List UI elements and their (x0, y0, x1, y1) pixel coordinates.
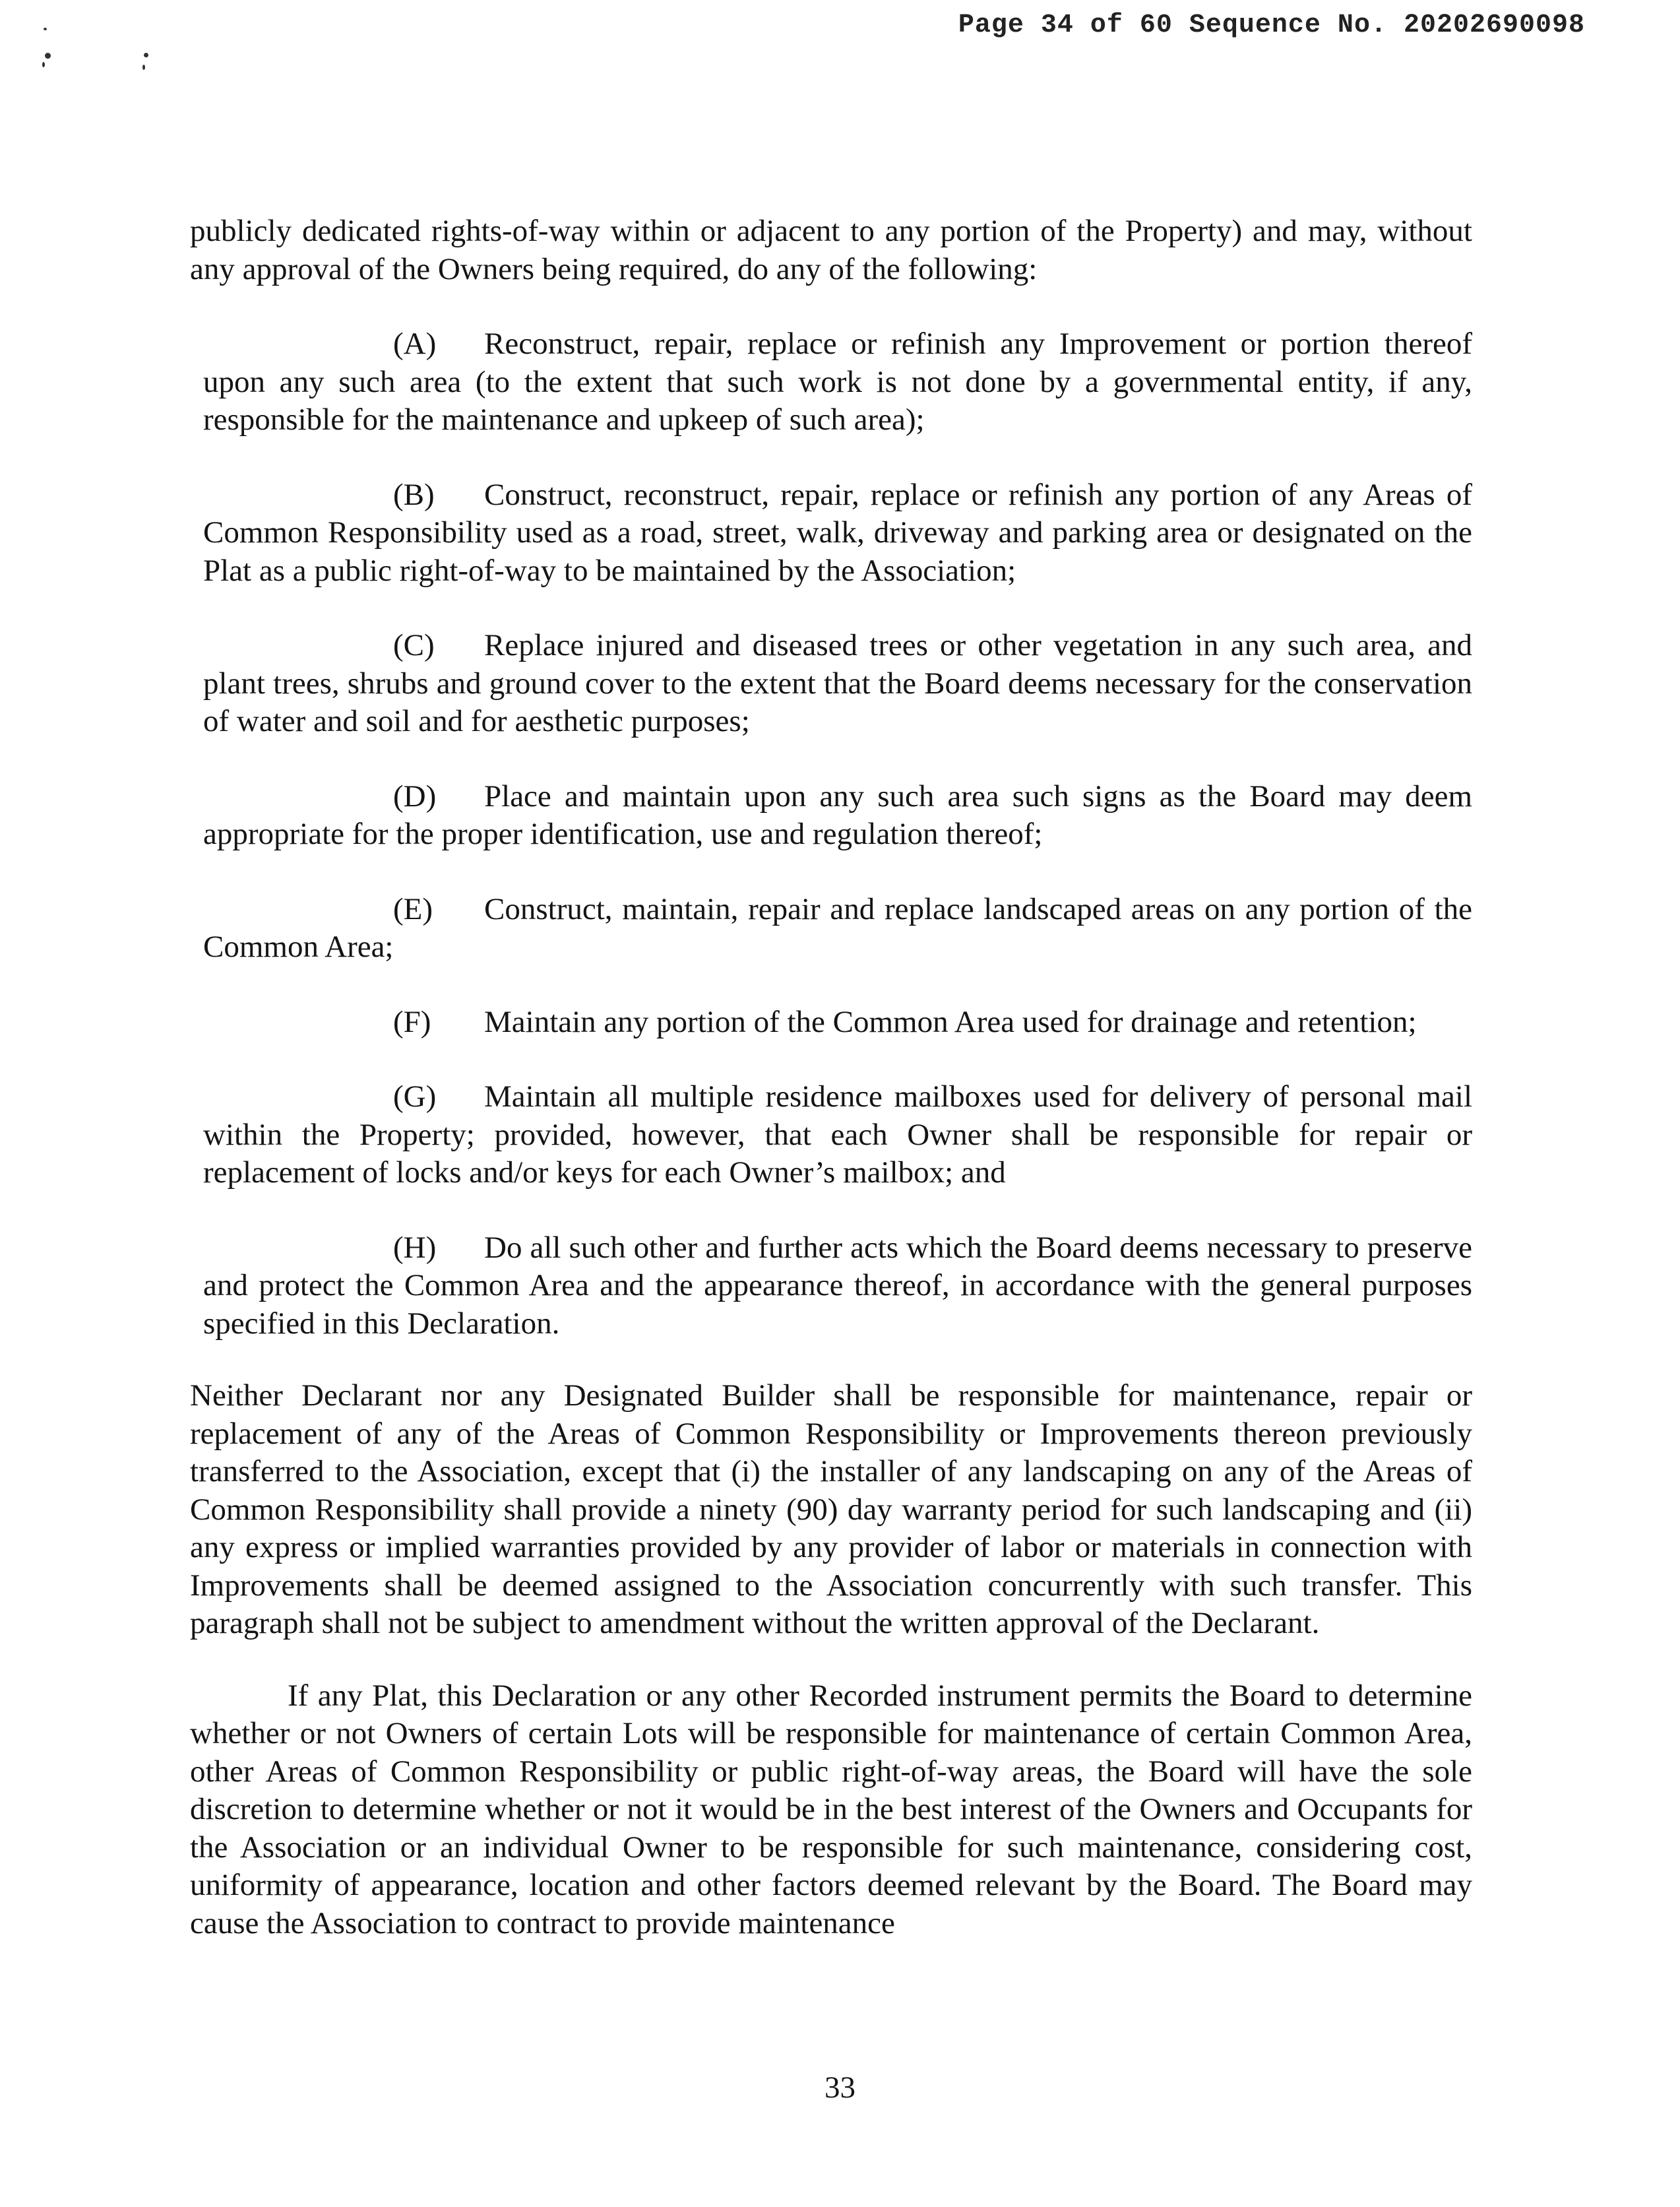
item-label: (F) (393, 1004, 431, 1039)
item-text: Reconstruct, repair, replace or refinish any Improvement or portion thereof upon any such area (to the extent that such work is not done by a governmental entity, if any, responsible for the maintenance and upkeep of such area); (203, 327, 1472, 437)
item-text: Maintain any portion of the Common Area used for drainage and retention; (484, 1004, 1417, 1039)
list-item (190, 891, 1472, 967)
item-text: Do all such other and further acts which the Board deems necessary to preserve and protect the Common Area and the appearance thereof, in accordance with the general purposes specified in this Declaration. (203, 1230, 1472, 1341)
item-label: (H) (393, 1230, 437, 1265)
scan-speck (45, 53, 51, 59)
plat-paragraph: If any Plat, this Declaration or any other Recorded instrument permits the Board to determine whether or not Owners of certain Lots will be responsible for maintenance of certain Common Area, other Areas of Common Responsibility or public right-of-way areas, the Board will have the sole discretion to determine whether or not it would be in the best interest of the Owners and Occupants for the Association or an individual Owner to be responsible for such maintenance, considering cost, uniformity of appearance, location and other factors deemed relevant by the Board. The Board may cause the Association to contract to provide maintenance (190, 1678, 1472, 1940)
item-label: (B) (393, 477, 435, 512)
scan-specks (40, 13, 171, 79)
list-item (190, 627, 1472, 741)
item-text: Construct, maintain, repair and replace landscaped areas on any portion of the Common Area; (203, 891, 1472, 964)
item-text: Place and maintain upon any such area such signs as the Board may deem appropriate for the proper identification, use and regulation thereof; (203, 779, 1472, 851)
intro-paragraph: publicly dedicated rights-of-way within or adjacent to any portion of the Property) and may, without any approval of the Owners being required, do any of the following: (190, 214, 1472, 286)
list-item (190, 476, 1472, 591)
item-label: (G) (393, 1079, 437, 1114)
list-item (190, 778, 1472, 854)
page-number: 33 (824, 2070, 856, 2105)
list-item (190, 1078, 1472, 1192)
scan-speck (144, 53, 148, 57)
item-label: (D) (393, 779, 437, 814)
document-body (190, 212, 1472, 1942)
scan-speck (42, 62, 45, 67)
declarant-paragraph: Neither Declarant nor any Designated Builder shall be responsible for maintenance, repair or replacement of any of the Areas of Common Responsibility or Improvements thereon previously transferred to the Association, except that (i) the installer of any landscaping on any of the Areas of Common Responsibility shall provide a ninety (90) day warranty period for such landscaping and (ii) any express or implied warranties provided by any provider of labor or materials in connection with Improvements shall be deemed assigned to the Association concurrently with such transfer. This paragraph shall not be subject to amendment without the written approval of the Declarant. (190, 1378, 1472, 1640)
item-text: Maintain all multiple residence mailboxes used for delivery of personal mail within the Property; provided, however, that each Owner shall be responsible for repair or replacement of locks and/or keys for each Owner’s mailbox; and (203, 1079, 1472, 1190)
scan-speck (44, 28, 47, 30)
list-item (190, 325, 1472, 439)
item-label: (A) (393, 327, 437, 361)
item-text: Construct, reconstruct, repair, replace or refinish any portion of any Areas of Common Responsibility used as a road, street, walk, driveway and parking area or designated on the Plat as a public right-of-way to be maintained by the Association; (203, 477, 1472, 588)
item-label: (C) (393, 628, 435, 662)
item-text: Replace injured and diseased trees or other vegetation in any such area, and plant trees, shrubs and ground cover to the extent that the Board deems necessary for the conservation of water and soil and for aesthetic purposes; (203, 628, 1472, 738)
list-item (190, 1229, 1472, 1343)
item-label: (E) (393, 891, 433, 926)
scan-speck (142, 65, 145, 70)
page-sequence-header: Page 34 of 60 Sequence No. 20202690098 (958, 11, 1585, 40)
list-item (190, 1004, 1472, 1042)
